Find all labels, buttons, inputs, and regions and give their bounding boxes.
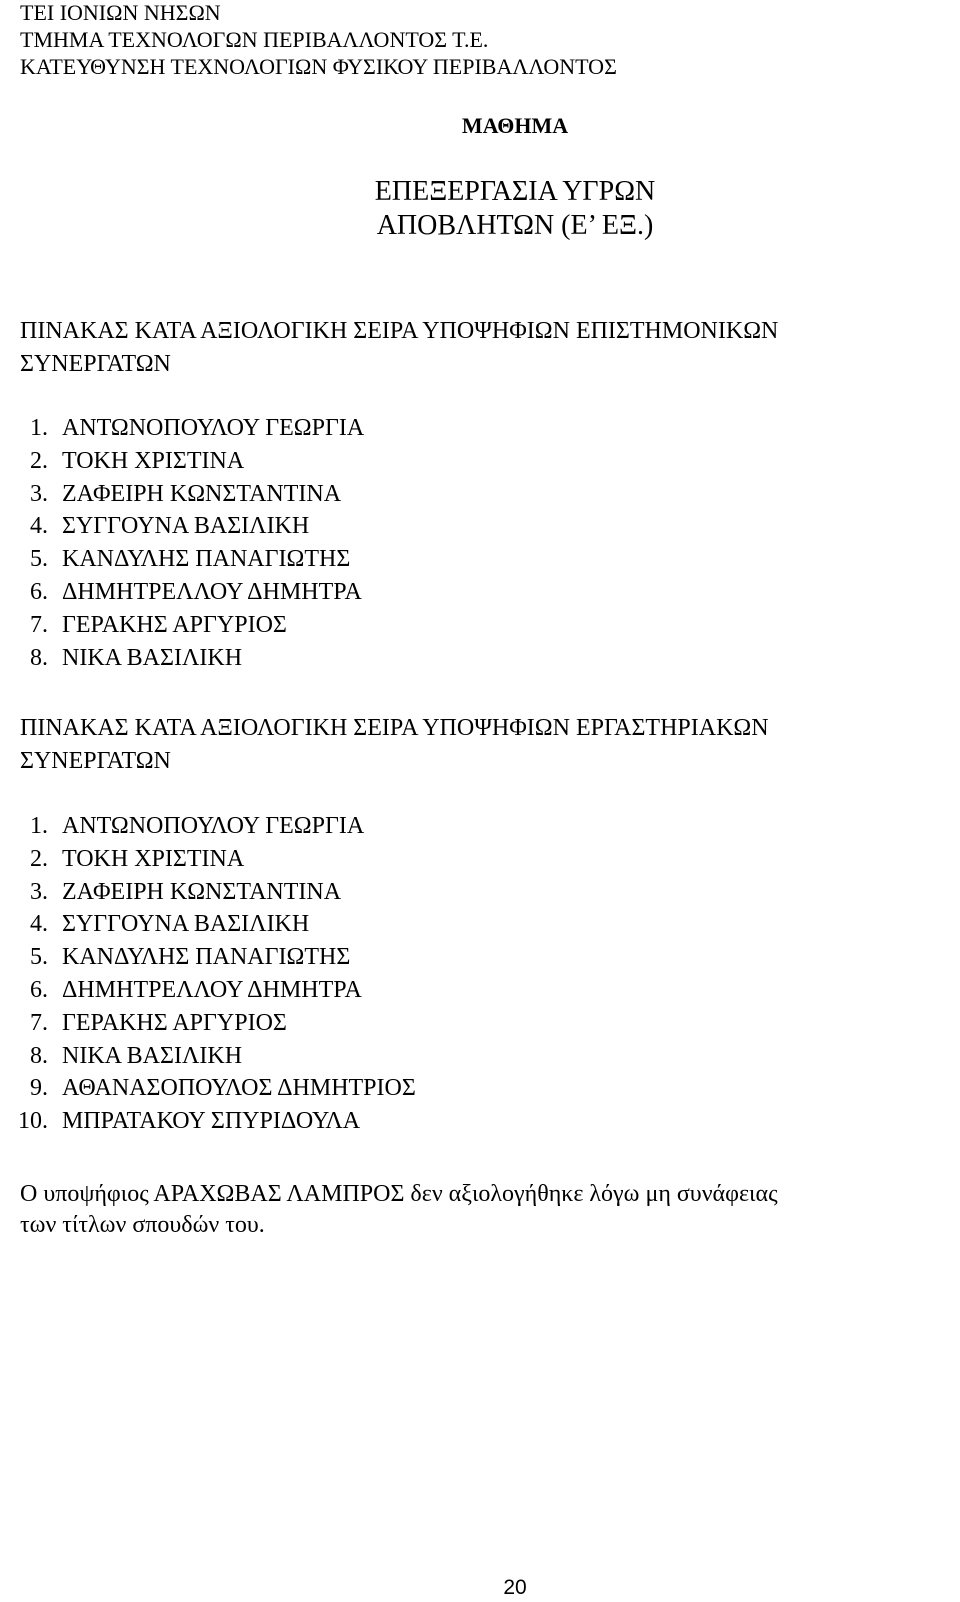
item-number: 3. [30, 480, 48, 507]
candidate-name: ΜΠΡΑΤΑΚΟΥ ΣΠΥΡΙΔΟΥΛΑ [62, 1108, 361, 1135]
specialization-name: ΚΑΤΕΥΘΥΝΣΗ ΤΕΧΝΟΛΟΓΙΩΝ ΦΥΣΙΚΟΥ ΠΕΡΙΒΑΛΛΟΝΤΟΣ [20, 54, 617, 79]
item-number: 3. [30, 878, 48, 905]
heading-line-2: ΣΥΝΕΡΓΑΤΩΝ [20, 748, 171, 774]
note-line-1: Ο υποψήφιος ΑΡΑΧΩΒΑΣ ΛΑΜΠΡΟΣ δεν αξιολογήθηκε λόγω μη συνάφειας [20, 1181, 778, 1207]
item-number: 10. [18, 1108, 48, 1135]
scientific-collaborators-heading [20, 315, 950, 381]
list-item [20, 810, 416, 843]
candidate-name: ΖΑΦΕΙΡΗ ΚΩΝΣΤΑΝΤΙΝΑ [62, 480, 342, 507]
list-item [20, 1105, 416, 1138]
list-item [20, 843, 416, 876]
item-number: 6. [30, 976, 48, 1003]
list-item [20, 445, 364, 478]
item-number: 5. [30, 546, 48, 573]
list-item [20, 478, 364, 511]
candidate-name: ΝΙΚΑ ΒΑΣΙΛΙΚΗ [62, 1042, 243, 1069]
laboratory-candidates-list [20, 810, 416, 1138]
item-number: 5. [30, 944, 48, 971]
scientific-candidates-list [20, 412, 364, 674]
list-item [20, 412, 364, 445]
list-item [20, 876, 416, 909]
list-item [20, 1072, 416, 1105]
item-number: 2. [30, 845, 48, 872]
laboratory-collaborators-heading [20, 712, 950, 778]
department-name: ΤΜΗΜΑ ΤΕΧΝΟΛΟΓΩΝ ΠΕΡΙΒΑΛΛΟΝΤΟΣ Τ.Ε. [20, 27, 489, 52]
list-item [20, 543, 364, 576]
item-number: 1. [30, 415, 48, 441]
candidate-name: ΚΑΝΔΥΛΗΣ ΠΑΝΑΓΙΩΤΗΣ [62, 546, 351, 573]
item-number: 9. [30, 1075, 48, 1102]
evaluation-note [20, 1179, 945, 1241]
item-number: 7. [30, 1009, 48, 1036]
item-number: 2. [30, 447, 48, 474]
candidate-name: ΔΗΜΗΤΡΕΛΛΟΥ ΔΗΜΗΤΡΑ [62, 578, 362, 605]
list-item [20, 609, 364, 642]
candidate-name: ΑΝΤΩΝΟΠΟΥΛΟΥ ΓΕΩΡΓΙΑ [62, 415, 365, 441]
institution-name: ΤΕΙ ΙΟΝΙΩΝ ΝΗΣΩΝ [20, 0, 221, 25]
item-number: 7. [30, 611, 48, 638]
candidate-name: ΔΗΜΗΤΡΕΛΛΟΥ ΔΗΜΗΤΡΑ [62, 976, 362, 1003]
candidate-name: ΚΑΝΔΥΛΗΣ ΠΑΝΑΓΙΩΤΗΣ [62, 944, 351, 971]
item-number: 8. [30, 644, 48, 671]
candidate-name: ΣΥΓΓΟΥΝΑ ΒΑΣΙΛΙΚΗ [62, 911, 310, 938]
candidate-name: ΑΘΑΝΑΣΟΠΟΥΛΟΣ ΔΗΜΗΤΡΙΟΣ [62, 1075, 416, 1102]
list-item [20, 1040, 416, 1073]
heading-line-2: ΣΥΝΕΡΓΑΤΩΝ [20, 351, 171, 377]
candidate-name: ΤΟΚΗ ΧΡΙΣΤΙΝΑ [62, 845, 245, 872]
list-item [20, 510, 364, 543]
heading-line-1: ΠΙΝΑΚΑΣ ΚΑΤΑ ΑΞΙΟΛΟΓΙΚΗ ΣΕΙΡΑ ΥΠΟΨΗΦΙΩΝ ΕΡΓΑΣΤΗΡΙΑΚΩΝ [20, 715, 769, 741]
candidate-name: ΣΥΓΓΟΥΝΑ ΒΑΣΙΛΙΚΗ [62, 513, 310, 540]
course-title-line-1: ΕΠΕΞΕΡΓΑΣΙΑ ΥΓΡΩΝ [374, 176, 656, 207]
item-number: 1. [30, 813, 48, 839]
course-title [0, 175, 960, 243]
item-number: 4. [30, 911, 48, 938]
item-number: 4. [30, 513, 48, 540]
candidate-name: ΓΕΡΑΚΗΣ ΑΡΓΥΡΙΟΣ [62, 1009, 287, 1036]
subject-label: ΜΑΘΗΜΑ [461, 113, 569, 138]
list-item [20, 1007, 416, 1040]
page-number: 20 [503, 1576, 527, 1599]
course-title-line-2: ΑΠΟΒΛΗΤΩΝ (Ε’ ΕΞ.) [376, 210, 654, 241]
candidate-name: ΝΙΚΑ ΒΑΣΙΛΙΚΗ [62, 644, 243, 671]
list-item [20, 908, 416, 941]
item-number: 8. [30, 1042, 48, 1069]
heading-line-1: ΠΙΝΑΚΑΣ ΚΑΤΑ ΑΞΙΟΛΟΓΙΚΗ ΣΕΙΡΑ ΥΠΟΨΗΦΙΩΝ ΕΠΙΣΤΗΜΟΝΙΚΩΝ [20, 318, 779, 344]
candidate-name: ΤΟΚΗ ΧΡΙΣΤΙΝΑ [62, 447, 245, 474]
candidate-name: ΖΑΦΕΙΡΗ ΚΩΝΣΤΑΝΤΙΝΑ [62, 878, 342, 905]
note-line-2: των τίτλων σπουδών του. [20, 1212, 265, 1238]
item-number: 6. [30, 578, 48, 605]
list-item [20, 941, 416, 974]
list-item [20, 576, 364, 609]
candidate-name: ΓΕΡΑΚΗΣ ΑΡΓΥΡΙΟΣ [62, 611, 287, 638]
list-item [20, 974, 416, 1007]
institution-header [20, 0, 617, 80]
list-item [20, 642, 364, 675]
candidate-name: ΑΝΤΩΝΟΠΟΥΛΟΥ ΓΕΩΡΓΙΑ [62, 813, 365, 839]
